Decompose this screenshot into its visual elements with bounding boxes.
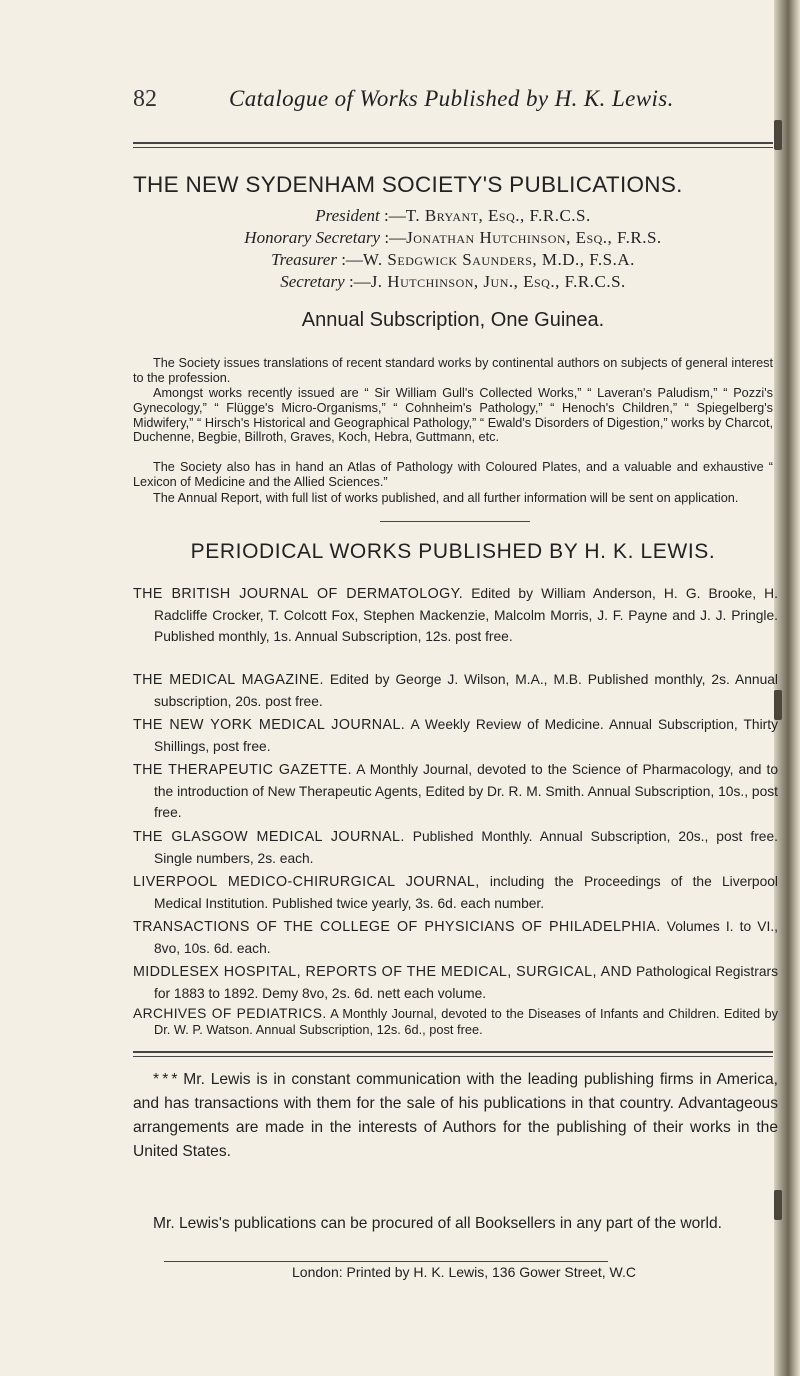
entry-text: including the Proceedings of the Liverpool Medical Institution. Published twice yearly, 3s. 6d. each number.	[154, 874, 778, 911]
society-paragraph: The Society issues translations of recent standard works by continental authors on subjects of general interest to the profession.	[133, 356, 773, 385]
officer-role: Treasurer	[271, 250, 337, 269]
periodicals-heading: PERIODICAL WORKS PUBLISHED BY H. K. LEWIS.	[190, 540, 716, 563]
entry-title: THE BRITISH JOURNAL OF DERMATOLOGY.	[133, 586, 464, 602]
section-divider	[380, 521, 530, 522]
notice-paragraph: * * * Mr. Lewis is in constant communication with the leading publishing firms in America, and has transactions with them for the sale of his publications in that country. Advantageous arrangements are made in the interests of Authors for the publishing of their works in the United States.	[133, 1071, 778, 1160]
entry-text: Edited by William Anderson, H. G. Brooke, H. Radcliffe Crocker, T. Colcott Fox, Stephen Mackenzie, Malcolm Morris, J. F. Payne and J. J. Pringle. Published monthly, 1s. Annual Subscription, 12s. post free.	[154, 586, 778, 644]
officer-treasurer	[133, 250, 773, 270]
entry-text: A Weekly Review of Medicine. Annual Subscription, Thirty Shillings, post free.	[154, 717, 778, 754]
officer-separator: :—	[380, 228, 407, 247]
entry-title: MIDDLESEX HOSPITAL, REPORTS OF THE MEDICAL, SURGICAL, AND	[133, 964, 632, 980]
running-title: Catalogue of Works Published by H. K. Lewis.	[229, 86, 674, 111]
entry-title: THE MEDICAL MAGAZINE.	[133, 672, 324, 688]
officer-president	[133, 206, 773, 226]
officer-name: J. Hutchinson, Jun., Esq., F.R.C.S.	[370, 272, 626, 291]
subscription-note: Annual Subscription, One Guinea.	[301, 309, 605, 331]
entry-title: ARCHIVES OF PEDIATRICS.	[133, 1006, 327, 1021]
periodical-entry	[133, 871, 778, 914]
officer-name: T. Bryant, Esq., F.R.C.S.	[405, 206, 591, 225]
entry-text: Pathological Registrars for 1883 to 1892. Demy 8vo, 2s. 6d. nett each volume.	[154, 964, 778, 1001]
double-rule-top	[133, 142, 773, 144]
periodical-entry	[133, 714, 778, 757]
officer-role: President	[315, 206, 380, 225]
entry-text: Edited by George J. Wilson, M.A., M.B. Published monthly, 2s. Annual subscription, 20s. post free.	[154, 672, 778, 709]
officer-role: Secretary	[280, 272, 345, 291]
imprint-rule	[164, 1261, 608, 1262]
printer-imprint: London: Printed by H. K. Lewis, 136 Gower Street, W.C	[292, 1264, 636, 1280]
edge-shadow	[774, 120, 782, 150]
periodical-entry	[133, 826, 778, 869]
society-heading: THE NEW SYDENHAM SOCIETY'S PUBLICATIONS.	[133, 172, 683, 197]
officer-secretary	[133, 272, 773, 292]
officer-role: Honorary Secretary	[244, 228, 381, 247]
running-head	[133, 86, 753, 126]
periodical-entry	[133, 1006, 778, 1037]
society-paragraph: The Society also has in hand an Atlas of Pathology with Coloured Plates, and a valuable and exhaustive “ Lexicon of Medicine and the Allied Sciences.”	[133, 460, 773, 489]
entry-title: THE NEW YORK MEDICAL JOURNAL.	[133, 717, 406, 733]
periodical-entry	[133, 916, 778, 959]
officer-name: Jonathan Hutchinson, Esq., F.R.S.	[406, 228, 662, 247]
notice-paragraph: Mr. Lewis's publications can be procured of all Booksellers in any part of the world.	[153, 1215, 722, 1232]
periodical-entry	[133, 759, 778, 823]
periodical-entry	[133, 669, 778, 712]
page-number: 82	[133, 86, 157, 112]
officer-separator: :—	[344, 272, 371, 291]
double-rule-bottom	[133, 147, 773, 148]
periodical-entry	[133, 961, 778, 1004]
officer-name: W. Sedgwick Saunders, M.D., F.S.A.	[362, 250, 635, 269]
entry-title: THE GLASGOW MEDICAL JOURNAL.	[133, 829, 405, 845]
entry-text: A Monthly Journal, devoted to the Science of Pharmacology, and to the introduction of New Therapeutic Agents, Edited by Dr. R. M. Smith. Annual Subscription, 10s., post free.	[154, 762, 778, 820]
double-rule-top	[133, 1051, 773, 1053]
officer-honorary-secretary	[133, 228, 773, 248]
periodical-entry	[133, 583, 778, 647]
society-paragraph: The Annual Report, with full list of works published, and all further information will be sent on application.	[153, 491, 739, 505]
entry-title: TRANSACTIONS OF THE COLLEGE OF PHYSICIANS OF PHILADELPHIA.	[133, 919, 661, 935]
entry-text: Published Monthly. Annual Subscription, 20s., post free. Single numbers, 2s. each.	[154, 829, 778, 866]
entry-text: A Monthly Journal, devoted to the Diseases of Infants and Children. Edited by Dr. W. P. Watson. Annual Subscription, 12s. 6d., post free.	[154, 1006, 778, 1037]
officer-separator: :—	[379, 206, 406, 225]
society-paragraph: Amongst works recently issued are “ Sir William Gull's Collected Works,” “ Laveran's Paludism,” “ Pozzi's Gynecology,” “ Flügge's Micro-Organisms,” “ Cohnheim's Pathology,” “ Henoch's Children,” “ Spiegelberg's Midwifery,” “ Hirsch's Historical and Geographical Pathology,” “ Ewald's Disorders of Digestion,” works by Charcot, Duchenne, Begbie, Billroth, Graves, Koch, Hebra, Guttmann, etc.	[133, 386, 773, 445]
entry-text: Volumes I. to VI., 8vo, 10s. 6d. each.	[154, 919, 779, 956]
entry-title: LIVERPOOL MEDICO-CHIRURGICAL JOURNAL,	[133, 874, 480, 890]
entry-title: THE THERAPEUTIC GAZETTE.	[133, 762, 352, 778]
double-rule-bottom	[133, 1056, 773, 1057]
officer-separator: :—	[336, 250, 363, 269]
